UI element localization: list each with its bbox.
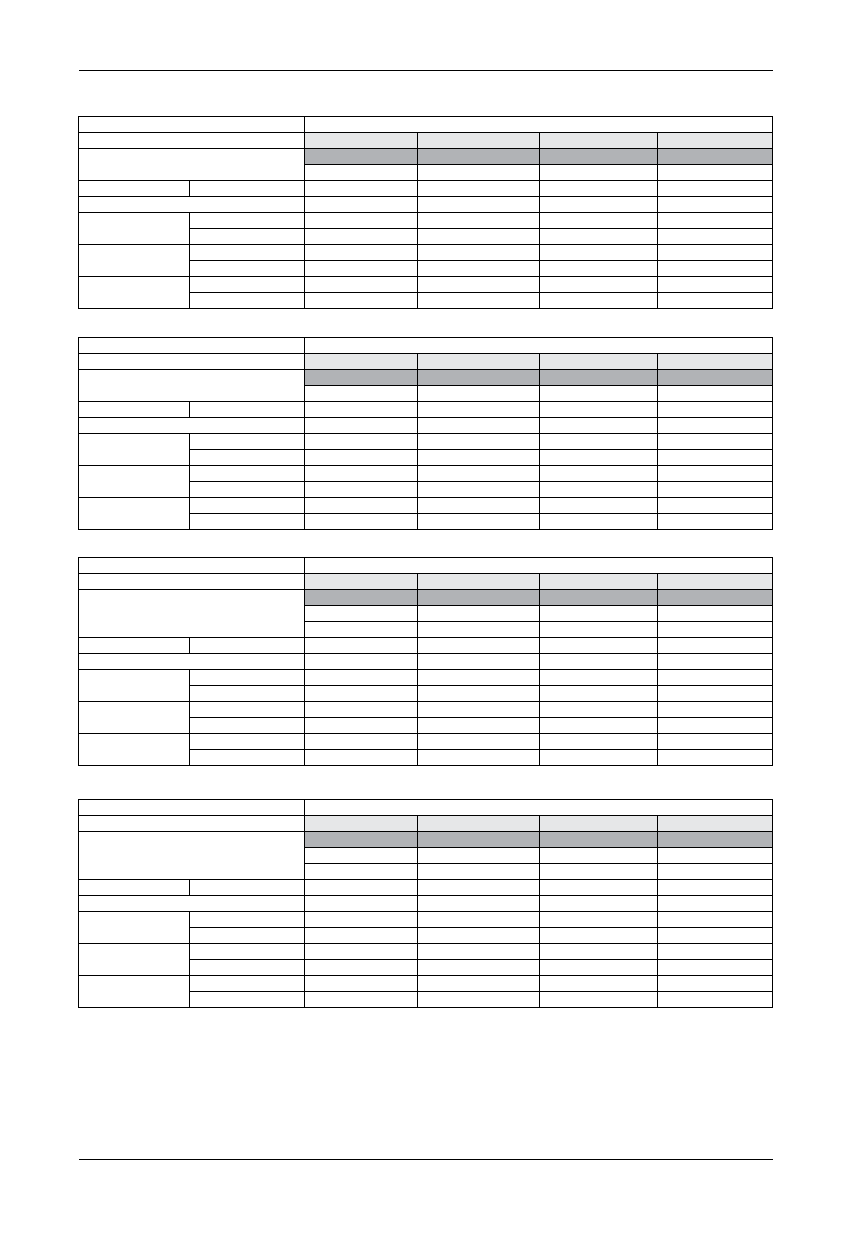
table-cell [190,450,304,466]
table-cell [540,606,657,622]
table-cell [304,816,417,832]
table-cell [540,654,657,670]
table-cell [540,912,657,928]
table-cell [79,402,190,418]
table-cell [657,734,772,750]
table-cell [657,960,772,976]
table-row [79,498,773,514]
table-cell [657,848,772,864]
table-cell [417,149,539,165]
table-cell [657,816,772,832]
table-cell [79,896,305,912]
table-cell [304,800,772,816]
table-row [79,654,773,670]
table-cell [540,498,657,514]
table-cell [304,638,417,654]
table-cell [657,606,772,622]
table-row [79,245,773,261]
table-cell [417,354,539,370]
table-cell [79,277,190,309]
table-cell [417,574,539,590]
table-cell [304,498,417,514]
table-cell [79,670,190,702]
table-cell [540,816,657,832]
table-cell [657,498,772,514]
table-cell [417,832,539,848]
table-cell [657,654,772,670]
table-cell [540,450,657,466]
table-cell [417,848,539,864]
table-cell [190,514,304,530]
table-cell [304,466,417,482]
table-cell [540,574,657,590]
table-cell [657,293,772,309]
table-row [79,590,773,606]
table-cell [657,718,772,734]
table-cell [417,702,539,718]
table-cell [540,386,657,402]
table-cell [540,261,657,277]
table-cell [304,482,417,498]
table-row [79,402,773,418]
table-cell [540,848,657,864]
table-cell [304,149,417,165]
table-cell [304,864,417,880]
table-cell [190,702,304,718]
table-cell [190,750,304,766]
table-cell [540,482,657,498]
table-cell [657,354,772,370]
table-cell [540,165,657,181]
table-cell [417,638,539,654]
table-cell [657,386,772,402]
table-cell [79,590,305,638]
table-cell [657,450,772,466]
table-cell [417,402,539,418]
table-cell [190,482,304,498]
table-row [79,734,773,750]
header-rule [79,70,773,71]
table-cell [540,229,657,245]
footer-rule [79,1159,773,1160]
table-cell [190,944,304,960]
table-cell [657,750,772,766]
table-cell [657,245,772,261]
table-cell [657,670,772,686]
table-cell [190,912,304,928]
table-cell [417,896,539,912]
table-cell [79,434,190,466]
table-cell [417,197,539,213]
table-cell [190,638,304,654]
table-cell [304,944,417,960]
table-cell [417,450,539,466]
table-cell [304,670,417,686]
table-cell [540,277,657,293]
table-cell [190,466,304,482]
table-cell [657,277,772,293]
table-cell [79,370,305,402]
table-cell [540,402,657,418]
table-row [79,213,773,229]
table-row [79,338,773,354]
table-cell [304,574,417,590]
table-cell [657,880,772,896]
table-cell [417,245,539,261]
table-row [79,574,773,590]
table-cell [417,912,539,928]
table-row [79,418,773,434]
table-row [79,354,773,370]
table-cell [417,133,539,149]
table-row [79,944,773,960]
table-cell [304,702,417,718]
table-cell [190,213,304,229]
table-cell [79,197,305,213]
table-cell [540,750,657,766]
table-cell [657,514,772,530]
table-cell [304,590,417,606]
table-row [79,638,773,654]
table-cell [304,558,772,574]
table-cell [417,670,539,686]
table-cell [304,181,417,197]
table-cell [190,960,304,976]
table-cell [540,960,657,976]
table-cell [190,976,304,992]
table-cell [304,165,417,181]
table-cell [79,354,305,370]
table-cell [540,133,657,149]
table-row [79,670,773,686]
table-cell [304,896,417,912]
table-cell [79,654,305,670]
table-cell [540,149,657,165]
table-cell [540,864,657,880]
table-cell [417,654,539,670]
table-cell [79,133,305,149]
table-cell [540,992,657,1008]
table-row [79,181,773,197]
table-cell [417,960,539,976]
table-cell [657,165,772,181]
table-cell [304,197,417,213]
table-cell [657,992,772,1008]
table-cell [304,133,417,149]
table-cell [417,370,539,386]
table-cell [79,418,305,434]
table-cell [540,434,657,450]
table-cell [540,880,657,896]
table-cell [79,734,190,766]
table-cell [79,466,190,498]
table-cell [304,718,417,734]
table-cell [304,912,417,928]
table-cell [304,622,417,638]
table-cell [304,277,417,293]
table-cell [417,734,539,750]
table-cell [190,498,304,514]
table-cell [417,498,539,514]
table-cell [304,213,417,229]
table-cell [657,622,772,638]
table-cell [657,686,772,702]
table-cell [657,402,772,418]
table-cell [304,654,417,670]
table-cell [417,482,539,498]
table-cell [304,434,417,450]
table-cell [190,245,304,261]
table-cell [304,928,417,944]
table-cell [540,590,657,606]
table-cell [79,558,305,574]
table-cell [657,466,772,482]
table-cell [79,245,190,277]
table-cell [304,402,417,418]
table-row [79,702,773,718]
table-cell [79,181,190,197]
table-cell [304,976,417,992]
table-cell [417,928,539,944]
table-cell [79,816,305,832]
table-cell [304,370,417,386]
table-cell [540,702,657,718]
table-cell [657,864,772,880]
table-row [79,816,773,832]
table-cell [79,702,190,734]
table-cell [79,338,305,354]
table-cell [417,686,539,702]
table-cell [417,213,539,229]
table-cell [304,606,417,622]
table-cell [657,944,772,960]
table-cell [540,466,657,482]
table-cell [304,848,417,864]
table-cell [190,434,304,450]
table-cell [304,245,417,261]
table-cell [304,293,417,309]
table-row [79,117,773,133]
table-cell [417,293,539,309]
table-cell [540,181,657,197]
table-cell [657,418,772,434]
spec-table-2 [78,337,773,530]
table-cell [540,354,657,370]
table-cell [304,960,417,976]
table-row [79,149,773,165]
table-row [79,896,773,912]
table-cell [417,622,539,638]
table-cell [190,686,304,702]
table-cell [190,293,304,309]
table-cell [79,213,190,245]
table-cell [657,482,772,498]
table-cell [190,880,304,896]
table-cell [657,261,772,277]
table-row [79,832,773,848]
table-cell [190,277,304,293]
table-cell [190,734,304,750]
table-cell [540,670,657,686]
table-cell [79,117,305,133]
table-cell [304,686,417,702]
table-cell [540,638,657,654]
table-cell [417,434,539,450]
table-cell [540,370,657,386]
table-cell [304,354,417,370]
table-cell [540,213,657,229]
table-cell [304,750,417,766]
table-cell [540,718,657,734]
table-cell [190,992,304,1008]
table-row [79,277,773,293]
table-cell [540,976,657,992]
table-cell [540,514,657,530]
table-cell [540,896,657,912]
table-cell [417,514,539,530]
table-cell [657,832,772,848]
table-cell [417,261,539,277]
spec-table-4 [78,799,773,1008]
table-cell [657,229,772,245]
table-cell [79,574,305,590]
table-row [79,434,773,450]
table-cell [190,181,304,197]
table-cell [79,832,305,880]
table-cell [79,498,190,530]
table-row [79,370,773,386]
table-cell [304,832,417,848]
table-cell [657,370,772,386]
table-cell [417,750,539,766]
table-cell [657,912,772,928]
table-cell [417,944,539,960]
table-cell [417,880,539,896]
table-row [79,133,773,149]
table-cell [540,622,657,638]
table-cell [304,386,417,402]
table-cell [190,229,304,245]
table-cell [79,800,305,816]
table-row [79,880,773,896]
table-cell [304,117,772,133]
table-cell [79,944,190,976]
table-cell [657,149,772,165]
table-cell [79,638,190,654]
table-cell [79,912,190,944]
table-cell [304,880,417,896]
table-cell [417,718,539,734]
table-cell [190,670,304,686]
table-cell [540,928,657,944]
table-row [79,197,773,213]
table-cell [657,638,772,654]
table-cell [417,165,539,181]
table-cell [657,896,772,912]
table-cell [657,434,772,450]
table-cell [417,816,539,832]
table-cell [417,992,539,1008]
spec-table-1 [78,116,773,309]
table-cell [657,928,772,944]
table-cell [79,976,190,1008]
table-cell [417,466,539,482]
table-cell [304,261,417,277]
table-row [79,558,773,574]
table-cell [79,149,305,181]
table-cell [540,245,657,261]
table-cell [417,386,539,402]
table-cell [657,133,772,149]
table-cell [417,418,539,434]
table-cell [417,606,539,622]
table-cell [417,181,539,197]
table-cell [304,229,417,245]
table-cell [304,514,417,530]
table-row [79,912,773,928]
table-cell [540,734,657,750]
table-cell [417,590,539,606]
table-cell [540,832,657,848]
table-cell [79,880,190,896]
table-cell [417,277,539,293]
table-cell [540,293,657,309]
table-cell [657,213,772,229]
table-cell [304,338,772,354]
table-cell [190,718,304,734]
table-cell [540,686,657,702]
table-cell [304,418,417,434]
table-cell [304,734,417,750]
table-cell [417,229,539,245]
table-row [79,466,773,482]
table-cell [540,944,657,960]
table-row [79,976,773,992]
table-cell [657,976,772,992]
table-row [79,800,773,816]
table-cell [190,261,304,277]
table-cell [657,197,772,213]
table-cell [190,402,304,418]
table-cell [304,450,417,466]
table-cell [657,590,772,606]
table-cell [657,181,772,197]
table-cell [540,418,657,434]
table-cell [657,702,772,718]
table-cell [657,574,772,590]
spec-table-3 [78,557,773,766]
table-cell [417,976,539,992]
table-cell [304,992,417,1008]
table-cell [190,928,304,944]
table-cell [540,197,657,213]
table-cell [417,864,539,880]
